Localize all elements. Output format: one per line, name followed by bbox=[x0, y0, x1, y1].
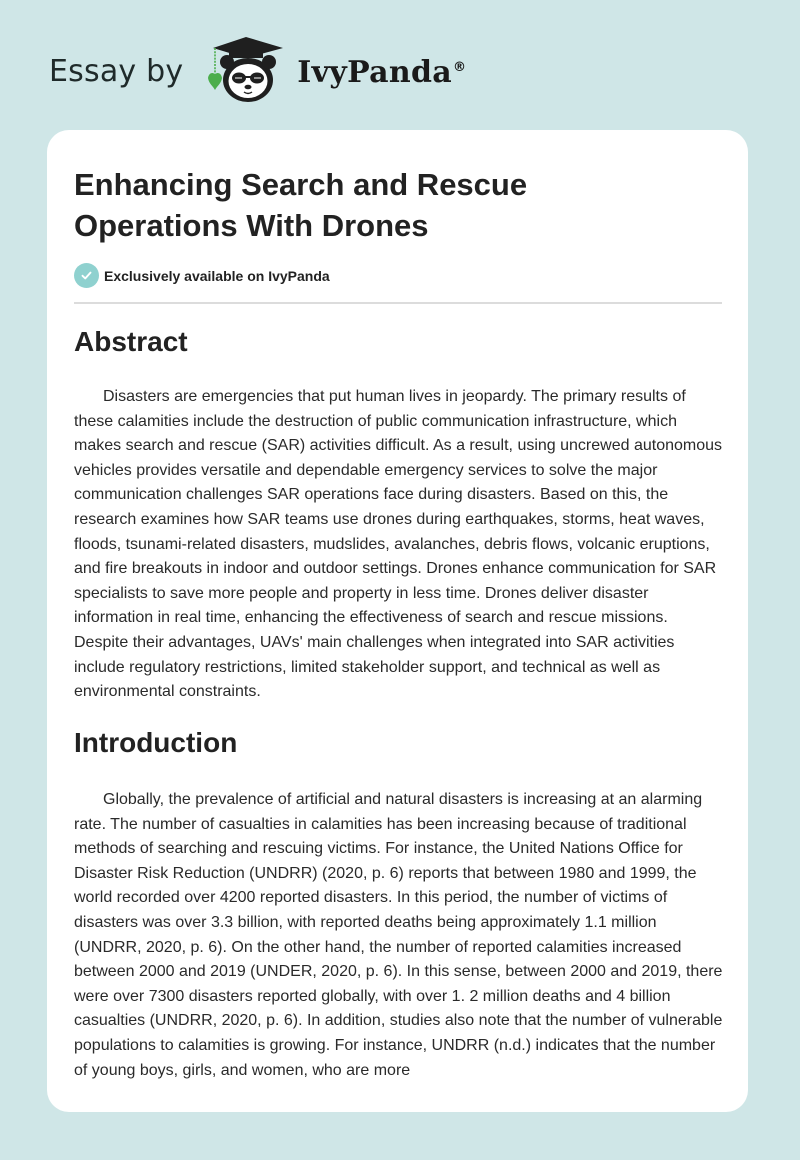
exclusive-badge bbox=[74, 263, 330, 288]
panda-graduate-icon bbox=[203, 34, 289, 106]
check-circle-icon bbox=[74, 263, 99, 288]
section-heading-abstract: Abstract bbox=[74, 326, 188, 357]
abstract-paragraph: Disasters are emergencies that put human lives in jeopardy. The primary results of these calamities include the destruction of public communication infrastructure, which makes search and rescue (SAR) activities difficult. As a result, using uncrewed autonomous vehicles provides versatile and dependable emergency services to solve the major communication challenges SAR operations face during disasters. Based on this, the research examines how SAR teams use drones during earthquakes, storms, heat waves, floods, tsunami-related disasters, mudslides, avalanches, debris flows, volcanic eruptions, and fire breakouts in indoor and outdoor settings. Drones enhance communication for SAR specialists to save more people and property in less time. Drones deliver disaster information in real time, enhancing the effectiveness of search and rescue missions. Despite their advantages, UAVs' main challenges when integrated into SAR activities include regulatory restrictions, limited stakeholder support, and technical as well as environmental constraints. bbox=[74, 388, 723, 701]
registered-mark: ® bbox=[453, 59, 467, 75]
essay-card bbox=[47, 130, 748, 1112]
brand-logo-link[interactable] bbox=[49, 34, 466, 106]
introduction-paragraph: Globally, the prevalence of artificial and natural disasters is increasing at an alarming rate. The number of casualties in calamities has been increasing because of traditional methods of searching and rescuing victims. For instance, the United Nations Office for Disaster Risk Reduction (UNDRR) (2020, p. 6) reports that between 1980 and 1999, the world recorded over 4200 reported disasters. In this period, the number of victims of disasters was over 3.3 billion, with reported deaths being approximately 1.1 million (UNDRR, 2020, p. 6). On the other hand, the number of reported calamities increased between 2000 and 2019 (UNDER, 2020, p. 6). In this sense, between 2000 and 2019, there were over 7300 disasters reported globally, with over 1. 2 million deaths and 4 billion casualties (UNDRR, 2020, p. 6). In addition, studies also note that the number of vulnerable populations to calamities is growing. For instance, UNDRR (n.d.) indicates that the number of young boys, girls, and women, who are more bbox=[74, 791, 723, 1079]
section-heading-introduction: Introduction bbox=[74, 727, 238, 758]
page-title: Enhancing Search and Rescue Operations With Drones bbox=[74, 167, 528, 243]
brand-name bbox=[297, 55, 466, 90]
site-header bbox=[0, 0, 800, 130]
header-divider bbox=[74, 302, 722, 304]
essay-by-label: Essay by bbox=[49, 53, 184, 89]
brand-name-text: IvyPanda bbox=[297, 54, 453, 90]
exclusive-label: Exclusively available on IvyPanda bbox=[104, 267, 330, 284]
